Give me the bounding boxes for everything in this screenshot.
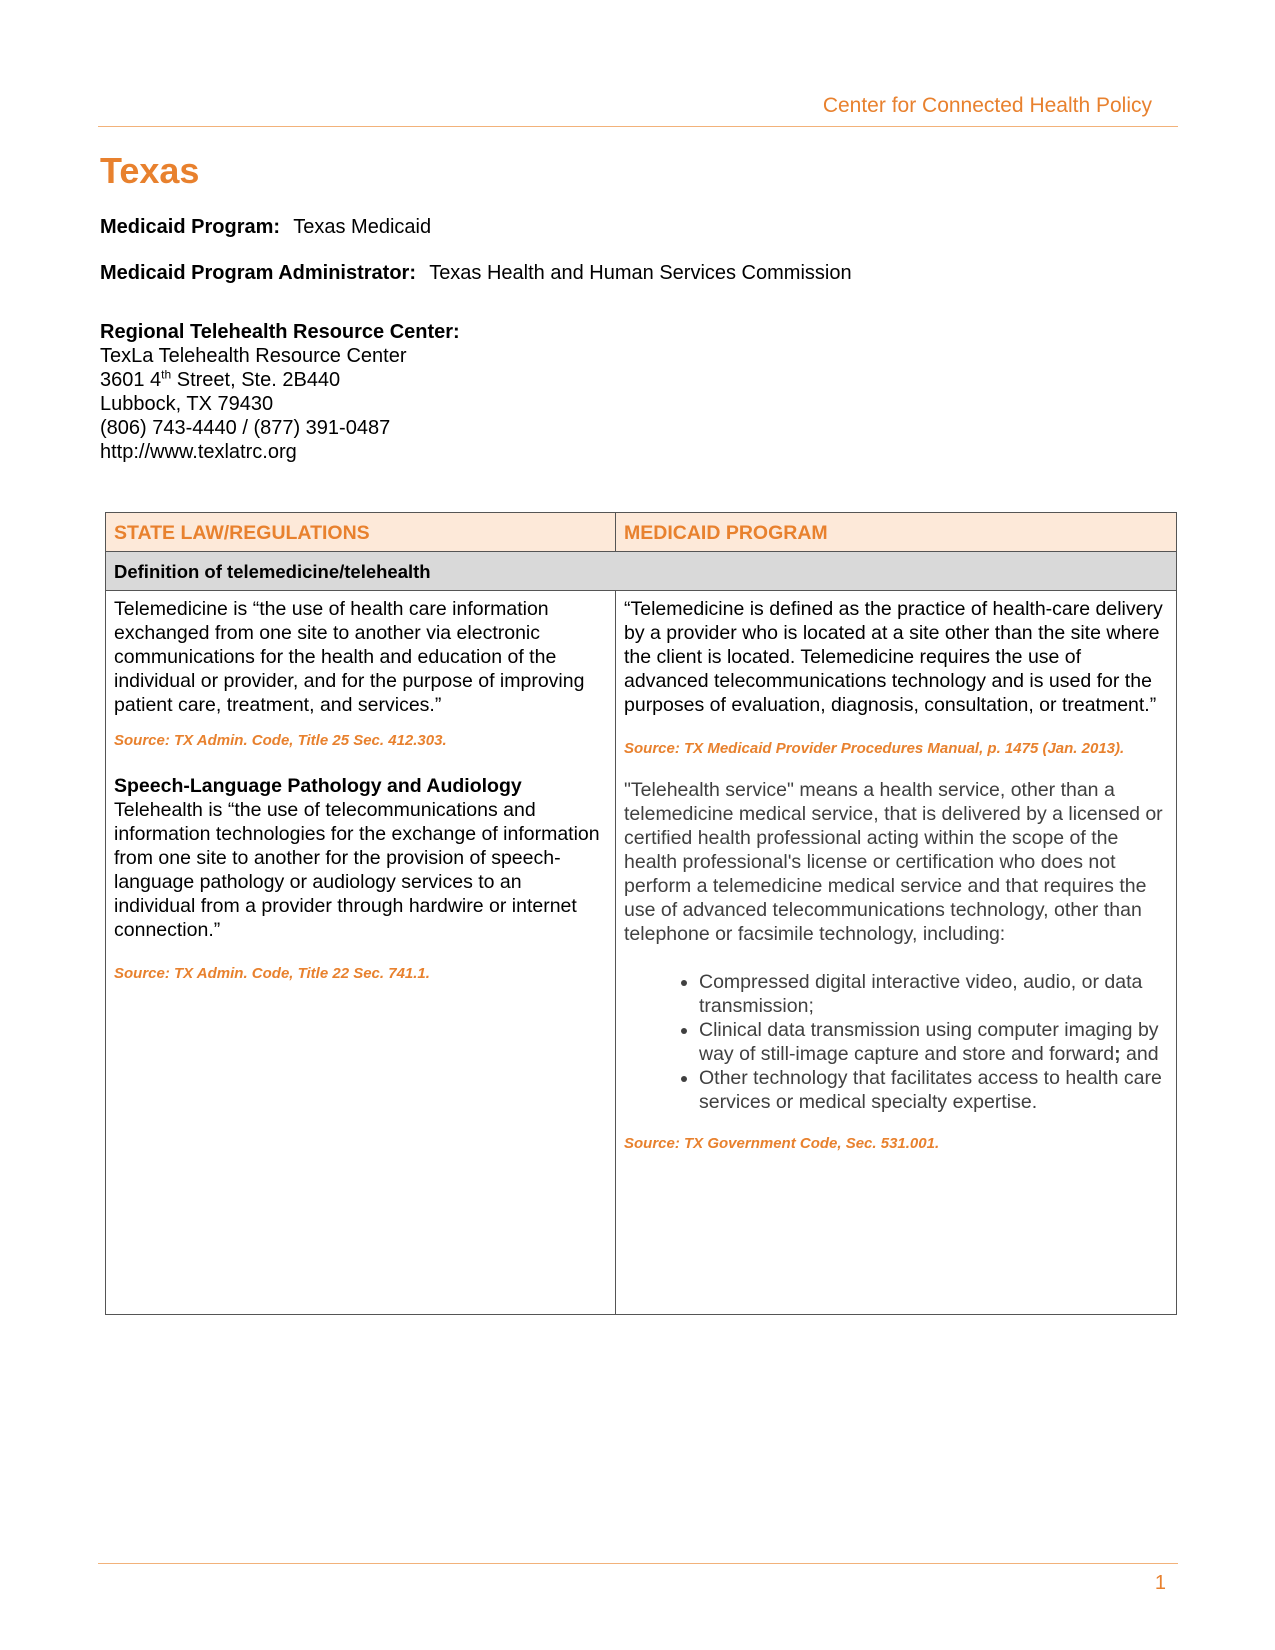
state-law-cell — [106, 591, 616, 1315]
list-item: • Compressed digital interactive video, audio, or data transmission; — [699, 970, 1168, 1018]
section-title: Definition of telemedicine/telehealth — [106, 552, 1177, 591]
footer-divider — [98, 1563, 1178, 1564]
column-header-state-law: STATE LAW/REGULATIONS — [106, 513, 616, 552]
medicaid-program-line — [100, 215, 431, 239]
resource-center-url[interactable]: http://www.texlatrc.org — [100, 441, 297, 463]
bullet-text-end: and — [1120, 1043, 1159, 1065]
bullet-text: Clinical data transmission using computer imaging by way of still-image capture and store and forward — [699, 1019, 1159, 1065]
medicaid-admin-line — [100, 261, 852, 285]
medicaid-program-value: Texas Medicaid — [293, 216, 432, 238]
table-row — [106, 591, 1177, 1315]
slp-audiology-subheading: Speech-Language Pathology and Audiology — [114, 775, 522, 797]
table-header-row — [106, 513, 1177, 552]
resource-center-label: Regional Telehealth Resource Center: — [100, 321, 460, 343]
page-number: 1 — [1154, 1572, 1166, 1594]
telehealth-service-definition: "Telehealth service" means a health service, other than a telemedicine medical service, that is delivered by a licensed or certified health professional acting within the scope of the health professional's license or certification who does not perform a telemedicine medical service and that requires the use of advanced telecommunications technology, other than telephone or facsimile technology, including: — [624, 779, 1163, 945]
resource-center-street — [100, 368, 460, 392]
state-source-2: Source: TX Admin. Code, Title 22 Sec. 741.1. — [114, 965, 430, 982]
technology-list — [624, 970, 1168, 1114]
policy-table — [105, 512, 1177, 1315]
list-item — [699, 1018, 1168, 1066]
section-row — [106, 552, 1177, 591]
medicaid-admin-label: Medicaid Program Administrator: — [100, 262, 416, 284]
header-organization: Center for Connected Health Policy — [822, 94, 1152, 117]
medicaid-source-2: Source: TX Government Code, Sec. 531.001. — [624, 1135, 940, 1152]
state-telemedicine-definition: Telemedicine is “the use of health care information exchanged from one site to another via electronic communications for the health and education of the individual or provider, and for the purpose of improving patient care, treatment, and services.” — [114, 598, 585, 716]
resource-center-phone: (806) 743-4440 / (877) 391-0487 — [100, 417, 391, 439]
medicaid-program-label: Medicaid Program: — [100, 216, 281, 238]
medicaid-source-1: Source: TX Medicaid Provider Procedures Manual, p. 1475 (Jan. 2013). — [624, 740, 1125, 757]
state-telehealth-definition: Telehealth is “the use of telecommunications and information technologies for the exchange of information from one site to another for the provision of speech-language pathology or audiology services to an individual from a provider through hardwire or internet connection.” — [114, 799, 600, 941]
page-title: Texas — [100, 150, 200, 191]
bullet-semicolon: ; — [1114, 1043, 1121, 1065]
street-rest: Street, Ste. 2B440 — [171, 369, 341, 391]
resource-center-block — [100, 320, 460, 464]
medicaid-admin-value: Texas Health and Human Services Commission — [429, 262, 852, 284]
medicaid-telemedicine-definition: “Telemedicine is defined as the practice of health-care delivery by a provider who is located at a site other than the site where the client is located. Telemedicine requires the use of advanced telecommunications technology and is used for the purposes of evaluation, diagnosis, consultation, or treatment.” — [624, 598, 1163, 716]
state-source-1: Source: TX Admin. Code, Title 25 Sec. 412.303. — [114, 732, 447, 749]
column-header-medicaid: MEDICAID PROGRAM — [616, 513, 1177, 552]
medicaid-cell — [616, 591, 1177, 1315]
resource-center-city: Lubbock, TX 79430 — [100, 393, 274, 415]
header-divider — [98, 126, 1178, 127]
resource-center-name: TexLa Telehealth Resource Center — [100, 345, 407, 367]
list-item: • Other technology that facilitates access to health care services or medical specialty expertise. — [699, 1066, 1168, 1114]
street-ordinal: th — [161, 367, 172, 382]
street-number: 3601 4 — [100, 369, 162, 391]
